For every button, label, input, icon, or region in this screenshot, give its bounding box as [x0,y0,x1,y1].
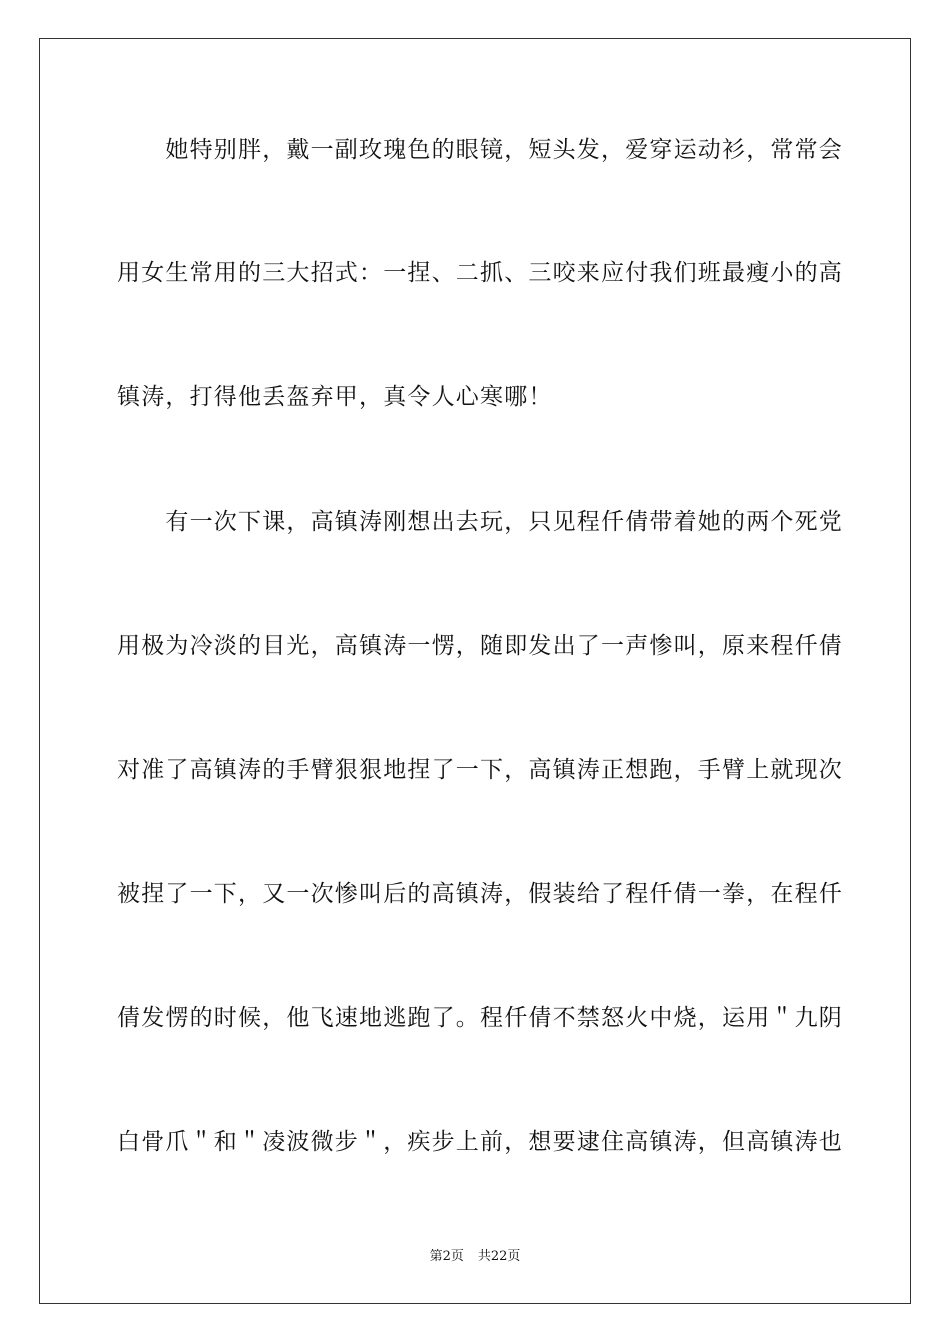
text-line: 被捏了一下，又一次惨叫后的高镇涛，假装给了程仟倩一拳，在程仟 [117,881,843,907]
text-line: 倩发愣的时候，他飞速地逃跑了。程仟倩不禁怒火中烧，运用＂九阴 [117,1005,843,1031]
text-line: 用极为冷淡的目光，高镇涛一愣，随即发出了一声惨叫，原来程仟倩 [117,633,843,659]
text-line: 对准了高镇涛的手臂狠狠地捏了一下，高镇涛正想跑，手臂上就现次 [117,757,843,783]
page-total: 共22页 [477,1249,521,1264]
text-line: 有一次下课，高镇涛刚想出去玩，只见程仟倩带着她的两个死党 [117,509,843,535]
text-line: 她特别胖，戴一副玫瑰色的眼镜，短头发，爱穿运动衫，常常会 [117,137,843,163]
text-line: 白骨爪＂和＂凌波微步＂，疾步上前，想要逮住高镇涛，但高镇涛也 [117,1129,843,1155]
text-line: 用女生常用的三大招式：一捏、二抓、三咬来应付我们班最瘦小的高 [117,260,843,286]
page-border [39,38,911,1304]
text-line: 镇涛，打得他丢盔弃甲，真令人心寒哪！ [117,384,553,410]
page-footer [0,1248,950,1266]
page-number: 第2页 [429,1249,464,1264]
